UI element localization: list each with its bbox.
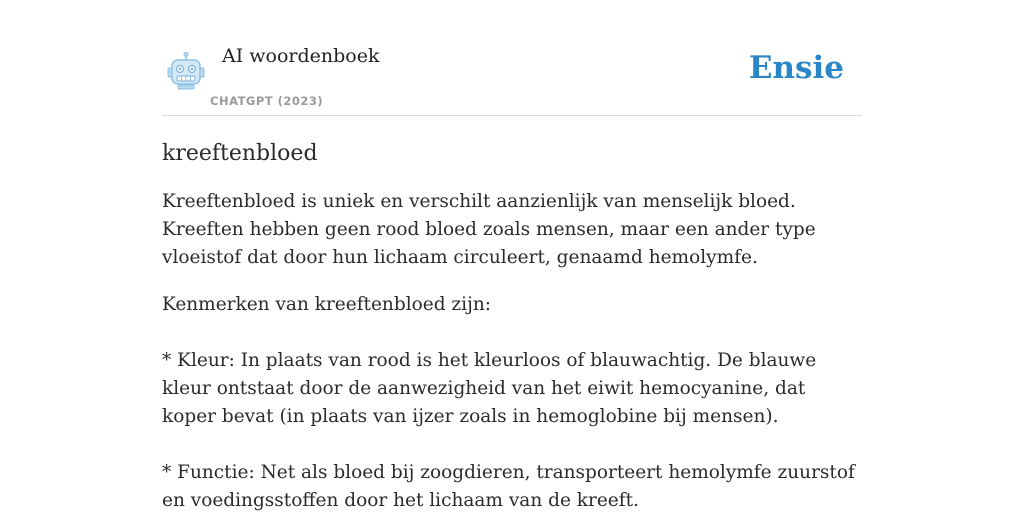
brand-logo[interactable]: Ensie — [748, 50, 844, 86]
definition-paragraph: Kreeftenbloed is uniek en verschilt aanzienlijk van menselijk bloed. Kreeften hebben geen rood bloed zoals mensen, maar een ander type vloeistof dat door hun lichaam circuleert, genaamd hemolymfe. — [162, 191, 816, 268]
entry-content — [162, 138, 862, 512]
entry-term: kreeftenbloed — [162, 141, 318, 166]
characteristics-intro: Kenmerken van kreeftenbloed zijn: — [162, 294, 491, 315]
source-title[interactable]: AI woordenboek — [222, 45, 380, 67]
header — [162, 0, 862, 116]
source-subtitle: CHATGPT (2023) — [210, 94, 324, 108]
robot-icon — [166, 51, 206, 91]
characteristic-item: * Kleur: In plaats van rood is het kleurloos of blauwachtig. De blauwe kleur ontstaat door de aanwezigheid van het eiwit hemocyanine, dat koper bevat (in plaats van ijzer zoals in hemoglobine bij mensen). — [162, 350, 817, 427]
characteristic-item: * Functie: Net als bloed bij zoogdieren, transporteert hemolymfe zuurstof en voedingsstoffen door het lichaam van de kreeft. — [162, 462, 855, 511]
